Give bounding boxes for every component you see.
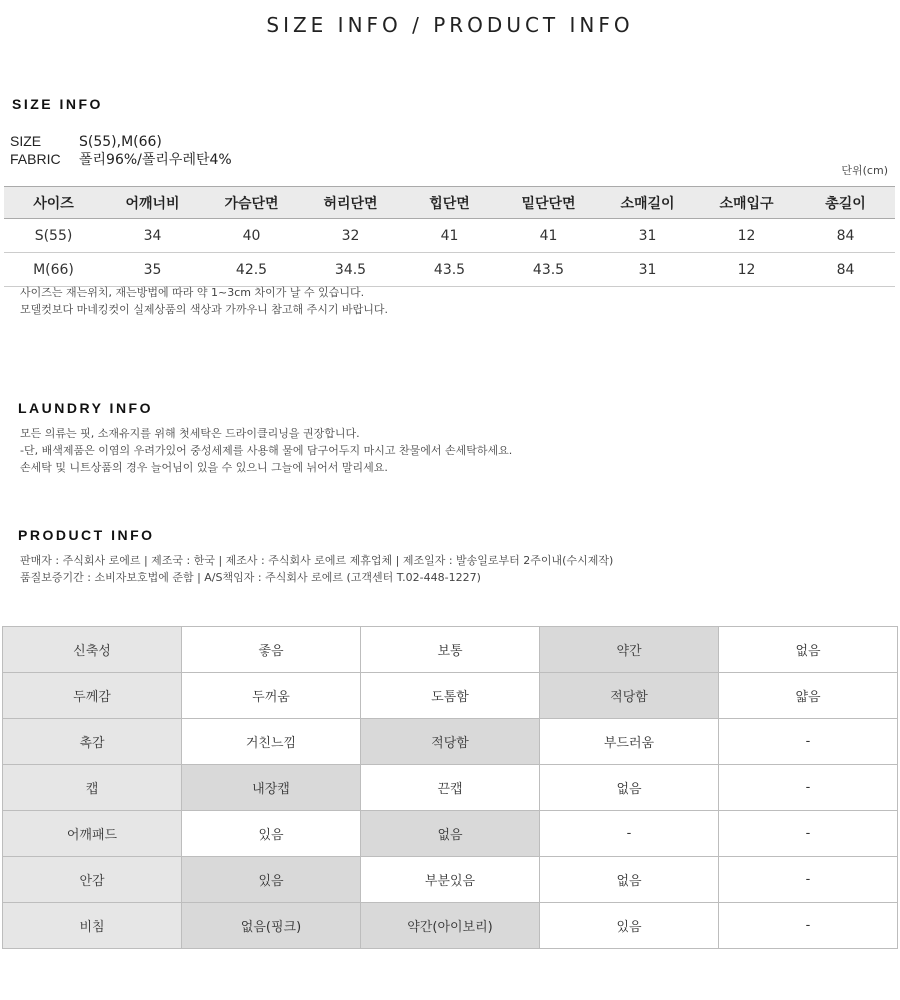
table-cell: 35 [103, 253, 202, 287]
grade-option: - [719, 765, 898, 811]
size-info-heading: SIZE INFO [12, 96, 103, 112]
grade-option: - [719, 857, 898, 903]
table-cell: 43.5 [400, 253, 499, 287]
unit-note: 단위(cm) [841, 164, 888, 177]
table-cell: 34 [103, 219, 202, 253]
grade-option: 도톰함 [361, 673, 540, 719]
laundry-line: 모든 의류는 핏, 소재유지를 위해 첫세탁은 드라이클리닝을 권장합니다. [20, 427, 360, 440]
table-cell: 84 [796, 219, 895, 253]
column-header: 소매입구 [697, 187, 796, 219]
size-table [4, 186, 895, 287]
table-cell: 12 [697, 219, 796, 253]
grade-row [3, 673, 898, 719]
grade-option-selected: 적당함 [361, 719, 540, 765]
grade-option: 없음 [540, 857, 719, 903]
product-line: 품질보증기간 : 소비자보호법에 준함 | A/S책임자 : 주식회사 로에르 (고객센터 T.02-448-1227) [20, 571, 481, 584]
grade-row-label: 두께감 [3, 673, 182, 719]
column-header: 허리단면 [301, 187, 400, 219]
grade-row [3, 857, 898, 903]
table-row [4, 219, 895, 253]
grade-option: 끈캡 [361, 765, 540, 811]
grade-option-selected: 없음 [361, 811, 540, 857]
table-cell: 12 [697, 253, 796, 287]
grade-option-selected: 있음 [182, 857, 361, 903]
grade-row-label: 캡 [3, 765, 182, 811]
grade-option: 거친느낌 [182, 719, 361, 765]
grade-option-selected: 약간 [540, 627, 719, 673]
laundry-line: -단, 배색제품은 이염의 우려가있어 중성세제를 사용해 물에 담구어두지 마시고 찬물에서 손세탁하세요. [20, 444, 513, 457]
grade-option: 보통 [361, 627, 540, 673]
table-cell: 84 [796, 253, 895, 287]
grade-row-label: 어깨패드 [3, 811, 182, 857]
table-cell: 31 [598, 219, 697, 253]
product-line: 판매자 : 주식회사 로에르 | 제조국 : 한국 | 제조사 : 주식회사 로에르 제휴업체 | 제조일자 : 발송일로부터 2주이내(수시제작) [20, 554, 614, 567]
table-cell: 40 [202, 219, 301, 253]
grade-option: - [719, 719, 898, 765]
grade-option: 부드러움 [540, 719, 719, 765]
size-table-header [4, 187, 895, 219]
fabric-spec [10, 149, 232, 169]
size-spec [10, 133, 162, 150]
table-cell: 43.5 [499, 253, 598, 287]
grade-option: 있음 [182, 811, 361, 857]
grade-row [3, 765, 898, 811]
column-header: 사이즈 [4, 187, 103, 219]
grade-row [3, 811, 898, 857]
grade-option-selected: 약간(아이보리) [361, 903, 540, 949]
laundry-notes [20, 425, 512, 476]
table-row [4, 253, 895, 287]
grade-option: 좋음 [182, 627, 361, 673]
grade-row [3, 903, 898, 949]
grade-option: 얇음 [719, 673, 898, 719]
grade-option-selected: 적당함 [540, 673, 719, 719]
column-header: 밑단단면 [499, 187, 598, 219]
grade-row-label: 안감 [3, 857, 182, 903]
column-header: 힙단면 [400, 187, 499, 219]
grade-row-label: 촉감 [3, 719, 182, 765]
size-value: S(55),M(66) [79, 134, 162, 150]
product-notes [20, 552, 613, 586]
grade-option: 있음 [540, 903, 719, 949]
fabric-value: 폴리96%/폴리우레탄4% [79, 152, 232, 168]
grade-row-label: 신축성 [3, 627, 182, 673]
grade-row-label: 비침 [3, 903, 182, 949]
fabric-label: FABRIC [10, 151, 61, 167]
grade-option: 없음 [719, 627, 898, 673]
table-cell: 41 [400, 219, 499, 253]
size-label: SIZE [10, 133, 42, 149]
size-note-line: 사이즈는 재는위치, 재는방법에 따라 약 1~3cm 차이가 날 수 있습니다. [20, 286, 365, 299]
column-header: 총길이 [796, 187, 895, 219]
column-header: 소매길이 [598, 187, 697, 219]
grade-option: 부분있음 [361, 857, 540, 903]
grade-option: - [540, 811, 719, 857]
fabric-grade-table [2, 626, 898, 949]
grade-option: 두꺼움 [182, 673, 361, 719]
column-header: 가슴단면 [202, 187, 301, 219]
product-info-heading: PRODUCT INFO [18, 527, 155, 543]
grade-option-selected: 없음(핑크) [182, 903, 361, 949]
table-cell: 34.5 [301, 253, 400, 287]
laundry-info-heading: LAUNDRY INFO [18, 400, 153, 416]
grade-row [3, 719, 898, 765]
table-cell: M(66) [4, 253, 103, 287]
table-cell: S(55) [4, 219, 103, 253]
table-cell: 31 [598, 253, 697, 287]
grade-option-selected: 내장캡 [182, 765, 361, 811]
laundry-line: 손세탁 및 니트상품의 경우 늘어님이 있을 수 있으니 그늘에 뉘어서 말리세요. [20, 461, 388, 474]
size-notes [20, 284, 388, 318]
size-note-line: 모델컷보다 마네킹컷이 실제상품의 색상과 가까우니 참고해 주시기 바랍니다. [20, 303, 389, 316]
grade-row [3, 627, 898, 673]
table-cell: 42.5 [202, 253, 301, 287]
table-cell: 41 [499, 219, 598, 253]
page-title: SIZE INFO / PRODUCT INFO [266, 13, 634, 37]
grade-option: - [719, 903, 898, 949]
grade-option: 없음 [540, 765, 719, 811]
grade-option: - [719, 811, 898, 857]
table-cell: 32 [301, 219, 400, 253]
column-header: 어깨너비 [103, 187, 202, 219]
